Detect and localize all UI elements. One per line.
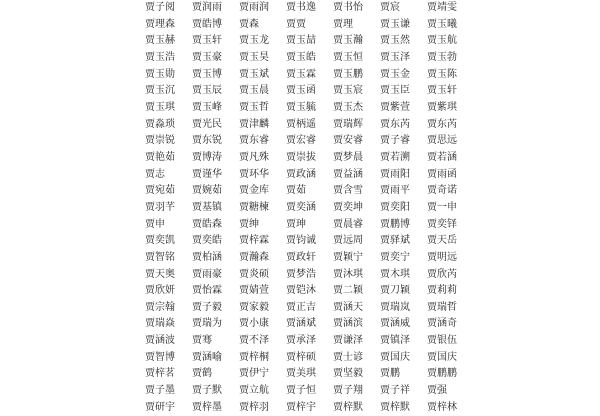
- name-cell: 贾玉琪: [145, 101, 175, 113]
- name-cell: 贾颖宁: [333, 251, 363, 263]
- name-cell: 贾东芮: [427, 118, 457, 130]
- name-cell: 贾靖雯: [427, 2, 457, 13]
- name-cell: 贾宏睿: [286, 135, 316, 147]
- name-cell: 贾玉恒: [333, 51, 363, 63]
- name-cell: 贾炎硕: [239, 268, 269, 280]
- name-cell: 贾立航: [239, 385, 269, 397]
- name-cell: 贾梦晨: [333, 151, 363, 163]
- name-cell: 贾益涵: [333, 168, 363, 180]
- name-cell: 贾东睿: [239, 135, 269, 147]
- name-cell: 贾涵波: [145, 335, 175, 347]
- name-cell: 贾梓默: [333, 401, 363, 413]
- name-cell: 贾思远: [427, 135, 457, 147]
- name-cell: 贾承泽: [286, 335, 316, 347]
- name-cell: 贾书怡: [333, 2, 363, 13]
- name-cell: 贾美琪: [286, 368, 316, 380]
- name-cell: 贾鹤: [192, 368, 212, 380]
- name-cell: 贾玉晨: [239, 85, 269, 97]
- name-cell: 贾玉博: [192, 68, 222, 80]
- name-cell: 贾智博: [145, 351, 175, 363]
- name-cell: 贾柏涵: [192, 251, 222, 263]
- name-cell: 贾奕凯: [145, 235, 175, 247]
- name-cell: 贾明远: [427, 251, 457, 263]
- name-cell: 贾玉毓: [286, 101, 316, 113]
- name-cell: 贾莉莉: [427, 285, 457, 297]
- name-cell: 贾申: [145, 218, 165, 230]
- name-cell: 贾玉勋: [145, 68, 175, 80]
- name-cell: 贾雨润: [239, 2, 269, 13]
- name-cell: 贾子默: [192, 385, 222, 397]
- name-cell: 贾玉豪: [192, 51, 222, 63]
- name-cell: 贾奕铎: [427, 218, 457, 230]
- name-cell: 贾瑞岚: [380, 301, 410, 313]
- name-cell: 贾梓茗: [145, 368, 175, 380]
- name-cell: 贾梓硕: [286, 351, 316, 363]
- name-cell: 贾沐琪: [333, 268, 363, 280]
- name-cell: 贾贾: [286, 18, 306, 30]
- name-cell: 贾东锐: [192, 135, 222, 147]
- name-cell: 贾玉勃: [427, 51, 457, 63]
- name-cell: 贾玉瀚: [333, 35, 363, 47]
- name-cell: 贾玉鹏: [333, 68, 363, 80]
- name-cell: 贾玉昊: [239, 51, 269, 63]
- name-cell: 贾梓默: [380, 401, 410, 413]
- name-cell: 贾子翔: [333, 385, 363, 397]
- name-cell: 贾玉陈: [427, 68, 457, 80]
- name-cell: 贾梓羽: [239, 401, 269, 413]
- name-cell: 贾谨华: [192, 168, 222, 180]
- name-cell: 贾智铭: [145, 251, 175, 263]
- name-cell: 贾若溯: [380, 151, 410, 163]
- name-cell: 贾婉茹: [192, 185, 222, 197]
- name-cell: 贾玉喆: [286, 35, 316, 47]
- name-cell: 贾雨豪: [192, 268, 222, 280]
- name-cell: 贾含雪: [333, 185, 363, 197]
- name-cell: 贾鹏: [380, 368, 400, 380]
- name-cell: 贾镇泽: [380, 335, 410, 347]
- name-cell: 贾宗翰: [145, 301, 175, 313]
- name-cell: 贾小康: [239, 318, 269, 330]
- name-cell: 贾艳茹: [145, 151, 175, 163]
- name-cell: 贾梓宇: [286, 401, 316, 413]
- name-cell: 贾梓霖: [239, 235, 269, 247]
- name-cell: 贾玉沉: [145, 85, 175, 97]
- name-cell: 贾书逸: [286, 2, 316, 13]
- name-cell: 贾子阅: [145, 2, 175, 13]
- name-cell: 贾玉臣: [380, 85, 410, 97]
- name-cell: 贾森: [239, 18, 259, 30]
- name-cell: 贾凡殊: [239, 151, 269, 163]
- name-cell: 贾士谚: [333, 351, 363, 363]
- name-cell: 贾怡霖: [192, 285, 222, 297]
- name-cell: 贾钧诚: [286, 235, 316, 247]
- name-cell: 贾雨阳: [380, 168, 410, 180]
- name-cell: 贾淼琐: [145, 118, 175, 130]
- name-cell: 贾珅: [286, 218, 306, 230]
- name-cell: 贾柄遥: [286, 118, 316, 130]
- name-cell: 贾涵喻: [192, 351, 222, 363]
- name-cell: 贾玉金: [380, 68, 410, 80]
- name-cell: 贾晨睿: [333, 218, 363, 230]
- name-cell: 贾玉航: [427, 35, 457, 47]
- name-cell: 贾崇拔: [286, 151, 316, 163]
- name-cell: 贾玉皓: [286, 51, 316, 63]
- name-cell: 贾瑞为: [192, 318, 222, 330]
- name-cell: 贾玉轩: [192, 35, 222, 47]
- name-cell: 贾雨函: [427, 168, 457, 180]
- name-cell: 贾玉谦: [380, 18, 410, 30]
- name-cell: 贾志: [145, 168, 165, 180]
- name-cell: 贾紫萱: [380, 101, 410, 113]
- name-cell: 贾玉杰: [333, 101, 363, 113]
- name-cell: 贾雨平: [380, 185, 410, 197]
- name-cell: 贾皓博: [192, 18, 222, 30]
- name-cell: 贾基镇: [192, 201, 222, 213]
- name-cell: 贾银伍: [427, 335, 457, 347]
- name-cell: 贾津麟: [239, 118, 269, 130]
- name-cell: 贾理: [333, 18, 353, 30]
- name-cell: 贾二颖: [333, 285, 363, 297]
- name-cell: 贾梓林: [427, 401, 457, 413]
- name-cell: 贾宸: [380, 2, 400, 13]
- name-cell: 贾奕宁: [380, 251, 410, 263]
- name-cell: 贾子恒: [286, 385, 316, 397]
- name-cell: 贾玉浩: [145, 51, 175, 63]
- name-cell: 贾博涛: [192, 151, 222, 163]
- name-cell: 贾一申: [427, 201, 457, 213]
- name-cell: 贾玉哲: [239, 101, 269, 113]
- name-cell: 贾金库: [239, 185, 269, 197]
- name-cell: 贾瑞焱: [145, 318, 175, 330]
- name-cell: 贾茹: [286, 185, 306, 197]
- name-cell: 贾骞: [192, 335, 212, 347]
- name-cell: 贾瀚森: [239, 251, 269, 263]
- name-cell: 贾刀颖: [380, 285, 410, 297]
- name-cell: 贾政轩: [286, 251, 316, 263]
- name-cell: 贾玉然: [380, 35, 410, 47]
- name-cell: 贾玉函: [286, 85, 316, 97]
- name-cell: 贾不泽: [239, 335, 269, 347]
- name-cell: 贾奕坤: [333, 201, 363, 213]
- name-cell: 贾玉轩: [427, 85, 457, 97]
- name-cell: 贾欣妍: [145, 285, 175, 297]
- name-cell: 贾瑞哲: [427, 301, 457, 313]
- name-cell: 贾奕阳: [380, 201, 410, 213]
- name-cell: 贾子祥: [380, 385, 410, 397]
- name-cell: 贾鹏鹏: [427, 368, 457, 380]
- name-cell: 贾玉龙: [239, 35, 269, 47]
- name-cell: 贾婧萱: [239, 285, 269, 297]
- name-cell: 贾玉泽: [380, 51, 410, 63]
- name-cell: 贾梓桐: [239, 351, 269, 363]
- name-cell: 贾瑞辉: [333, 118, 363, 130]
- name-cell: 贾正吉: [286, 301, 316, 313]
- name-cell: 贾玉辰: [192, 85, 222, 97]
- name-cell: 贾梓墨: [192, 401, 222, 413]
- name-cell: 贾伊宁: [239, 368, 269, 380]
- name-grid: [145, 0, 475, 416]
- name-cell: 贾欣芮: [427, 268, 457, 280]
- name-cell: 贾涵天: [333, 301, 363, 313]
- name-cell: 贾理森: [145, 18, 175, 30]
- name-cell: 贾梦浩: [286, 268, 316, 280]
- name-cell: 贾鹏博: [380, 218, 410, 230]
- name-cell: 贾国庆: [380, 351, 410, 363]
- name-cell: 贾羽芊: [145, 201, 175, 213]
- name-cell: 贾玉斌: [239, 68, 269, 80]
- name-cell: 贾远周: [333, 235, 363, 247]
- name-cell: 贾子墨: [145, 385, 175, 397]
- name-cell: 贾奇诺: [427, 185, 457, 197]
- name-cell: 贾皓森: [192, 218, 222, 230]
- name-cell: 贾家毅: [239, 301, 269, 313]
- name-cell: 贾玉曦: [427, 18, 457, 30]
- name-cell: 贾涵威: [380, 318, 410, 330]
- name-cell: 贾子毅: [192, 301, 222, 313]
- name-cell: 贾涵斌: [286, 318, 316, 330]
- name-cell: 贾坚毅: [333, 368, 363, 380]
- name-cell: 贾光民: [192, 118, 222, 130]
- name-cell: 贾奕皓: [192, 235, 222, 247]
- name-cell: 贾绅: [239, 218, 259, 230]
- name-cell: 贾若涵: [427, 151, 457, 163]
- name-cell: 贾东芮: [380, 118, 410, 130]
- name-cell: 贾玉宸: [333, 85, 363, 97]
- name-cell: 贾涵奇: [427, 318, 457, 330]
- name-cell: 贾政涵: [286, 168, 316, 180]
- name-cell: 贾强: [427, 385, 447, 397]
- name-cell: 贾崇锐: [145, 135, 175, 147]
- name-cell: 贾木琪: [380, 268, 410, 280]
- name-cell: 贾玉峰: [192, 101, 222, 113]
- name-cell: 贾环华: [239, 168, 269, 180]
- name-cell: 贾紫琪: [427, 101, 457, 113]
- name-cell: 贾玉霖: [286, 68, 316, 80]
- name-cell: 贾国庆: [427, 351, 457, 363]
- name-cell: 贾奕涵: [286, 201, 316, 213]
- name-cell: 贾谦泽: [333, 335, 363, 347]
- name-cell: 贾安睿: [333, 135, 363, 147]
- name-cell: 贾润雨: [192, 2, 222, 13]
- name-cell: 贾铠沐: [286, 285, 316, 297]
- name-cell: 贾子睿: [380, 135, 410, 147]
- name-cell: 贾糖楝: [239, 201, 269, 213]
- name-cell: 贾天奥: [145, 268, 175, 280]
- name-cell: 贾天岳: [427, 235, 457, 247]
- name-cell: 贾涵滨: [333, 318, 363, 330]
- name-cell: 贾驿斌: [380, 235, 410, 247]
- name-cell: 贾宛茹: [145, 185, 175, 197]
- name-cell: 贾玉赫: [145, 35, 175, 47]
- name-cell: 贾研宇: [145, 401, 175, 413]
